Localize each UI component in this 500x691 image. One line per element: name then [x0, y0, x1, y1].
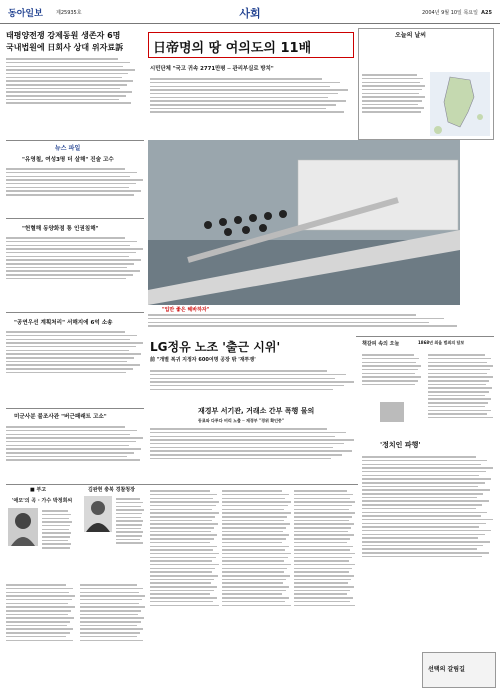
- person-photo-2: [84, 496, 112, 532]
- left-headline-1: 태평양전쟁 강제동원 생존자 6명: [6, 31, 121, 40]
- issue-number: 제25935호: [56, 10, 82, 16]
- column-2-title: '정치인 파행': [380, 441, 421, 449]
- photo-caption-body: [148, 312, 460, 336]
- bookmark-column-sub: 1868년 최을 범죄의 담보: [418, 340, 465, 345]
- weather-table: [362, 72, 426, 138]
- masthead: [0, 0, 500, 24]
- person-1-body: [42, 508, 72, 578]
- divider: [150, 484, 358, 485]
- newspaper-logo: 동아일보: [8, 9, 43, 19]
- lg-subhead: 前 "개별 복귀 지정자 600여명 공장 밖 '재투쟁': [150, 357, 256, 363]
- news-body-2: [6, 235, 144, 310]
- column-2-body: [362, 454, 494, 624]
- person-2-body: [116, 496, 144, 576]
- person-1-body-2: [6, 582, 76, 682]
- person-2-body-2: [80, 582, 146, 682]
- divider: [6, 408, 144, 409]
- left-article-body: [6, 56, 136, 136]
- news-headline-3: "공연우선 계획처리" 서해지에 6억 소송: [14, 320, 113, 326]
- weather-title: 오늘의 날씨: [395, 32, 427, 39]
- ministry-subhead: 동료와 다투다 비리 노출 ─ 재경부 "경위 확인중": [198, 418, 284, 423]
- ministry-headline: 재경부 서기관, 거래소 간부 폭행 물의: [198, 407, 315, 415]
- person-2-title: 김완현 충북 경찰청장: [88, 487, 135, 493]
- main-headline: 日帝명의 땅 여의도의 11배: [153, 41, 312, 56]
- divider: [6, 218, 144, 219]
- news-body-4: [6, 424, 144, 484]
- section-title: 사회: [239, 7, 261, 20]
- main-body: [150, 76, 350, 138]
- news-headline-4: 미군사분 불조사관 "버근패래트 고소": [14, 414, 107, 420]
- photo-caption: "입만 좋은 헤바하자": [162, 307, 210, 313]
- obituary-tag: ■ 부고: [30, 487, 47, 493]
- divider: [6, 312, 144, 313]
- person-1-title: '애모'의 곡 · 가수 박정희씨: [12, 498, 73, 504]
- ad-text: 선택의 갈림길: [428, 666, 465, 673]
- bookmark-body: [362, 352, 422, 408]
- news-body-3: [6, 329, 144, 404]
- divider: [6, 140, 144, 141]
- ministry-body: [150, 426, 356, 484]
- news-body-1: [6, 166, 144, 214]
- lg-body: [150, 368, 356, 404]
- news-headline-1: "유영철, 여성3명 더 살해" 진술 고수: [22, 157, 114, 163]
- listing-col-2: [222, 488, 292, 684]
- lg-headline: LG정유 노조 '출근 시위': [150, 340, 281, 354]
- divider: [356, 336, 494, 337]
- left-headline-2: 국내법원에 日회사 상대 위자료訴: [6, 43, 124, 52]
- column-portrait: [380, 402, 404, 422]
- listing-col-1: [150, 488, 220, 684]
- news-headline-2: "헌혈해 동양화점 통 인권침해": [22, 226, 99, 232]
- listing-col-3: [294, 488, 356, 684]
- main-subhead: 시민단체 "국고 귀속 2771만평 ─ 관리부실로 방치": [150, 66, 274, 72]
- person-photo-1: [8, 508, 38, 546]
- weather-map: [430, 72, 490, 136]
- news-file-tag: 뉴스 파일: [55, 145, 81, 152]
- date-page: 2004년 9월 10일 목요일 A25: [421, 10, 492, 16]
- bookmark-body-2: [428, 352, 494, 462]
- bookmark-column-title: 책갈피 속의 오늘: [362, 341, 400, 347]
- main-photo: [148, 140, 460, 305]
